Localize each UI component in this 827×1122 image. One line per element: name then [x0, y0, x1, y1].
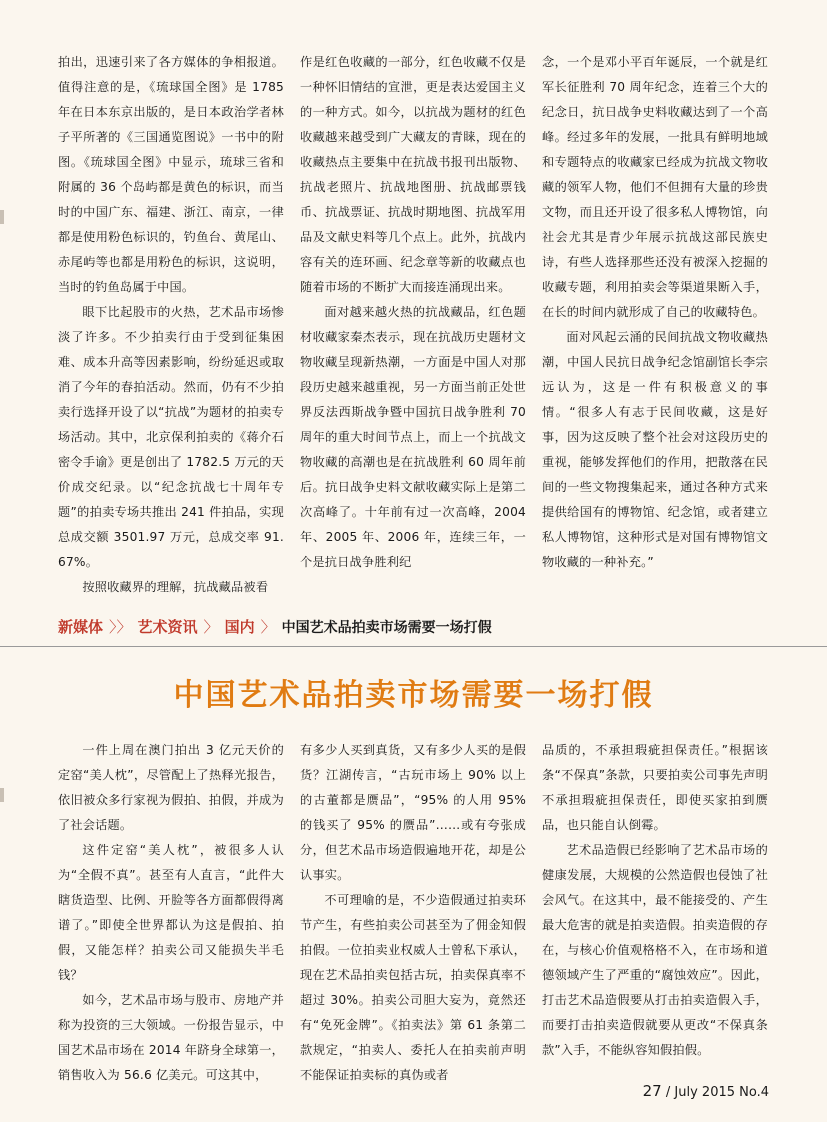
breadcrumb-current: 中国艺术品拍卖市场需要一场打假: [281, 620, 492, 636]
paragraph: 这件定窑“美人枕”，被很多人认为“全假不真”。甚至有人直言，“此件大瞎货造型、比例、开脸等各方面都假得离谱了。”即使全世界都认为这是假拍、拍假，又能怎样？拍卖公司又能损失半毛钱？: [58, 843, 284, 982]
paragraph: 有多少人买到真货，又有多少人买的是假货？江湖传言，“古玩市场上 90% 以上的古董都是赝品”，“95% 的人用 95% 的钱买了 95% 的赝品”……或有夸张成分，但艺术品市场造假遍地开花，却是公认事实。: [300, 743, 526, 882]
paragraph: 面对越来越火热的抗战藏品，红色题材收藏家秦杰表示，现在抗战历史题材文物收藏呈现新热潮，一方面是中国人对那段历史越来越重视，另一方面当前正处世界反法西斯战争暨中国抗日战争胜利 70 周年的重大时间节点上，而上一个抗战文物收藏的高潮也是在抗战胜利 60 周年前后。抗日战争史料文献收藏实际上是第二次高峰了。十年前有过一次高峰，2004 年、2005 年、2006 年，连续三年，一个是抗日战争胜利纪: [300, 305, 526, 569]
breadcrumb-separator: 〉: [260, 618, 276, 636]
breadcrumb-separator: 〉〉: [109, 618, 132, 636]
paragraph: 艺术品造假已经影响了艺术品市场的健康发展，大规模的公然造假也侵蚀了社会风气。在这其中，最不能接受的、产生最大危害的就是拍卖造假。拍卖造假的存在，与核心价值观格格不入，在市场和道德领域产生了严重的“腐蚀效应”。因此，打击艺术品造假要从打击拍卖造假入手，而要打击拍卖造假就要从更改“不保真条款”入手，不能纵容知假拍假。: [542, 843, 768, 1057]
article-headline: 中国艺术品拍卖市场需要一场打假: [173, 678, 654, 713]
paragraph: 不可理喻的是，不少造假通过拍卖环节产生，有些拍卖公司甚至为了佣金知假拍假。一位拍卖业权威人士曾私下承认，现在艺术品拍卖包括古玩，拍卖保真率不超过 30%。拍卖公司胆大妄为，竟然还有“免死金牌”。《拍卖法》第 61 条第二款规定，“拍卖人、委托人在拍卖前声明不能保证拍卖标的真伪或者: [300, 893, 526, 1082]
footer-separator: /: [665, 1085, 671, 1100]
paragraph: 眼下比起股市的火热，艺术品市场惨淡了许多。不少拍卖行由于受到征集困难、成本升高等因素影响，纷纷延迟或取消了今年的春拍活动。然而，仍有不少拍卖行选择开设了以“抗战”为题材的拍卖专场活动。其中，北京保利拍卖的《蒋介石密令手谕》更是创出了 1782.5 万元的天价成交纪录。以“纪念抗战七十周年专题”的拍卖专场共推出 241 件拍品，实现总成交额 3501.97 万元，总成交率 91.67%。: [58, 305, 284, 569]
article-column-6: [542, 738, 768, 1078]
article-column-1: [58, 50, 284, 594]
edge-mark: [0, 788, 4, 802]
divider: [0, 646, 827, 647]
page-number: 27: [642, 1082, 662, 1100]
paragraph: 作是红色收藏的一部分，红色收藏不仅是一种怀旧情结的宣泄，更是表达爱国主义的一种方式。如今，以抗战为题材的红色收藏越来越受到广大藏友的青睐，现在的收藏热点主要集中在抗战书报刊出版物、抗战老照片、抗战地图册、抗战邮票钱币、抗战票证、抗战时期地图、抗战军用品及文献史料等几个点上。此外，抗战内容有关的连环画、纪念章等新的收藏点也随着市场的不断扩大而接连涌现出来。: [300, 55, 526, 294]
issue-label: July 2015 No.4: [674, 1085, 769, 1100]
article-column-4: [58, 738, 284, 1082]
edge-mark: [0, 210, 4, 224]
paragraph: 一件上周在澳门拍出 3 亿元天价的定窑“美人枕”，尽管配上了热释光报告，依旧被众多行家视为假拍、拍假，并成为了社会话题。: [58, 743, 284, 832]
paragraph: 拍出，迅速引来了各方媒体的争相报道。值得注意的是，《琉球国全图》是 1785 年在日本东京出版的，是日本政治学者林子平所著的《三国通览图说》一书中的附图。《琉球国全图》中显示，琉球三省和附属的 36 个岛屿都是黄色的标识，而当时的中国广东、福建、浙江、南京，一律都是使用粉色标识的，钓鱼台、黄尾山、赤尾屿等也都是用粉色的标识，这说明，当时的钓鱼岛属于中国。: [58, 55, 284, 294]
article-column-2: [300, 50, 526, 580]
paragraph: 品质的，不承担瑕疵担保责任。”根据该条“不保真”条款，只要拍卖公司事先声明不承担瑕疵担保责任，即使买家拍到赝品，也只能自认倒霉。: [542, 743, 768, 832]
article-column-5: [300, 738, 526, 1082]
paragraph: 念，一个是邓小平百年诞辰，一个就是红军长征胜利 70 周年纪念，连着三个大的纪念日，抗日战争史料收藏达到了一个高峰。经过多年的发展，一批具有鲜明地域和专题特点的收藏家已经成为抗战文物收藏的领军人物，他们不但拥有大量的珍贵文物，而且还开设了很多私人博物馆，向社会尤其是青少年展示抗战这部民族史诗，有些人选择那些还没有被深入挖掘的收藏专题，利用拍卖会等渠道果断入手，在长的时间内就形成了自己的收藏特色。: [542, 55, 768, 319]
paragraph: 面对风起云涌的民间抗战文物收藏热潮，中国人民抗日战争纪念馆副馆长李宗远认为，这是一件有积极意义的事情。“很多人有志于民间收藏，这是好事，因为这反映了整个社会对这段历史的重视，能够发挥他们的作用，把散落在民间的一些文物搜集起来，通过各种方式来提供给国有的博物馆、纪念馆，或者建立私人博物馆，这种形式是对国有博物馆文物收藏的一种补充。”: [542, 330, 768, 569]
paragraph: 按照收藏界的理解，抗战藏品被看: [82, 580, 269, 594]
article-column-3: [542, 50, 768, 580]
page-footer: [643, 1082, 769, 1100]
breadcrumb-site[interactable]: 新媒体: [58, 618, 104, 636]
breadcrumb-sub[interactable]: 国内: [224, 618, 255, 636]
breadcrumb-section[interactable]: 艺术资讯: [137, 618, 198, 636]
breadcrumb-separator: 〉: [203, 618, 219, 636]
breadcrumb: [58, 616, 492, 637]
paragraph: 如今，艺术品市场与股市、房地产并称为投资的三大领域。一份报告显示，中国艺术品市场在 2014 年跻身全球第一，销售收入为 56.6 亿美元。可这其中，: [58, 993, 284, 1082]
